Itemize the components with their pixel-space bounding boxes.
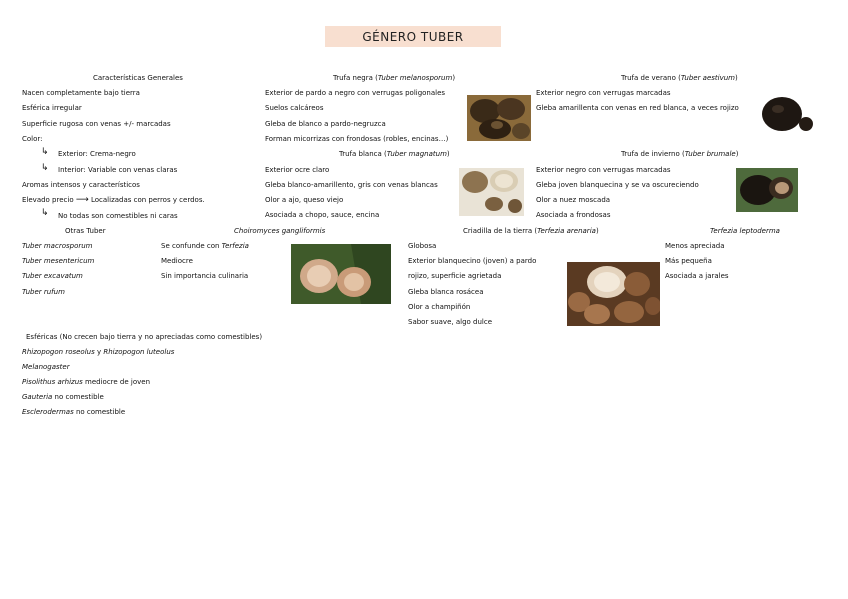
- invierno-line: Exterior negro con verrugas marcadas: [536, 166, 671, 174]
- negra-heading-species: Tuber melanosporum: [377, 74, 453, 82]
- blanca-heading-pre: Trufa blanca (: [339, 150, 387, 158]
- criadilla-heading-pre: Criadilla de la tierra (: [463, 227, 538, 235]
- leptoderma-line: Menos apreciada: [665, 242, 725, 250]
- criadilla-heading: [463, 227, 599, 236]
- precio-text: Elevado precio: [22, 196, 74, 204]
- verano-heading-pre: Trufa de verano (: [621, 74, 681, 82]
- choiromyces-line: [161, 242, 249, 251]
- otras-species-name: Tuber mesentericum: [22, 257, 95, 265]
- color-item: Interior: Variable con venas claras: [58, 166, 178, 174]
- precio-line: [22, 196, 205, 205]
- pointing-hand-icon: ↳: [41, 208, 49, 218]
- verano-heading-species: Tuber aestivum: [680, 74, 736, 82]
- esfericas-species: Melanogaster: [22, 363, 70, 371]
- otras-species-name: Tuber macrosporum: [22, 242, 93, 250]
- esfericas-note: no comestible: [52, 393, 104, 401]
- page-title-text: GÉNERO TUBER: [362, 29, 464, 44]
- choiromyces-heading: [234, 227, 325, 236]
- invierno-heading-species: Tuber brumale: [684, 150, 736, 158]
- localizadas-text: Localizadas con perros y cerdos.: [90, 196, 205, 204]
- choiromyces-photo: [291, 244, 391, 304]
- otras-species-name: Tuber rufum: [22, 288, 65, 296]
- generales-line: Nacen completamente bajo tierra: [22, 89, 140, 97]
- pointing-hand-icon: ↳: [41, 147, 49, 157]
- leptoderma-heading-text: Terfezia leptoderma: [710, 227, 780, 235]
- esfericas-item: [22, 363, 70, 372]
- choiromyces-line: Sin importancia culinaria: [161, 272, 249, 280]
- invierno-line: Olor a nuez moscada: [536, 196, 611, 204]
- choiromyces-heading-text: Choiromyces gangliformis: [234, 227, 326, 235]
- esfericas-connector: y: [94, 348, 104, 356]
- right-arrow-icon: ⟶: [75, 195, 89, 205]
- negra-line: Exterior de pardo a negro con verrugas poligonales: [265, 89, 446, 97]
- esfericas-item: [22, 348, 174, 357]
- otras-heading: Otras Tuber: [65, 227, 106, 235]
- blanca-heading: [339, 150, 450, 159]
- negra-heading-post: ): [452, 74, 456, 82]
- blanca-heading-post: ): [446, 150, 450, 158]
- criadilla-heading-post: ): [595, 227, 599, 235]
- verano-line: Exterior negro con verrugas marcadas: [536, 89, 671, 97]
- otras-species: [22, 272, 83, 281]
- leptoderma-line: Más pequeña: [665, 257, 712, 265]
- esfericas-note: mediocre de joven: [82, 378, 151, 386]
- aromas-line: Aromas intensos y característicos: [22, 181, 140, 189]
- invierno-line: Gleba joven blanquecina y se va oscureciendo: [536, 181, 699, 189]
- negra-line: Suelos calcáreos: [265, 104, 324, 112]
- invierno-line: Asociada a frondosas: [536, 211, 611, 219]
- esfericas-species: Gauteria: [22, 393, 53, 401]
- no-todas-line: No todas son comestibles ni caras: [58, 212, 178, 220]
- negra-line: Gleba de blanco a pardo-negruzca: [265, 120, 386, 128]
- esfericas-species: Rhizopogon luteolus: [103, 348, 175, 356]
- esfericas-species: Esclerodermas: [22, 408, 74, 416]
- otras-species-name: Tuber excavatum: [22, 272, 83, 280]
- generales-line: Color:: [22, 135, 43, 143]
- choiromyces-line: Mediocre: [161, 257, 193, 265]
- leptoderma-line: Asociada a jarales: [665, 272, 729, 280]
- leptoderma-heading: [710, 227, 780, 236]
- blanca-heading-species: Tuber magnatum: [386, 150, 447, 158]
- trufa-blanca-photo: [459, 168, 524, 216]
- esfericas-heading: Esféricas (No crecen bajo tierra y no apreciadas como comestibles): [26, 333, 263, 341]
- criadilla-line: Globosa: [408, 242, 437, 250]
- page-title: [325, 26, 501, 47]
- pointing-hand-icon: ↳: [41, 163, 49, 173]
- esfericas-item: [22, 408, 125, 417]
- invierno-heading-post: ): [735, 150, 739, 158]
- esfericas-species: Rhizopogon roseolus: [22, 348, 95, 356]
- trufa-invierno-photo: [736, 168, 798, 212]
- criadilla-photo: [567, 262, 660, 326]
- otras-species: [22, 242, 93, 251]
- otras-species: [22, 288, 65, 297]
- criadilla-line: Gleba blanca rosácea: [408, 288, 484, 296]
- esfericas-species: Pisolithus arhizus: [22, 378, 83, 386]
- choiromyces-line1-species: Terfezia: [221, 242, 249, 250]
- negra-heading-pre: Trufa negra (: [333, 74, 378, 82]
- blanca-line: Olor a ajo, queso viejo: [265, 196, 344, 204]
- criadilla-line: Olor a champiñón: [408, 303, 471, 311]
- color-item: Exterior: Crema-negro: [58, 150, 136, 158]
- verano-line: Gleba amarillenta con venas en red blanca, a veces rojizo: [536, 104, 739, 112]
- criadilla-line: rojizo, superficie agrietada: [408, 272, 502, 280]
- verano-heading: [621, 74, 738, 83]
- esfericas-note: no comestible: [73, 408, 126, 416]
- verano-heading-post: ): [735, 74, 738, 82]
- blanca-line: Gleba blanco-amarillento, gris con venas blancas: [265, 181, 438, 189]
- blanca-line: Exterior ocre claro: [265, 166, 330, 174]
- generales-line: Superficie rugosa con venas +/- marcadas: [22, 120, 171, 128]
- criadilla-heading-species: Terfezia arenaria: [537, 227, 596, 235]
- negra-heading: [333, 74, 455, 83]
- criadilla-line: Exterior blanquecino (joven) a pardo: [408, 257, 537, 265]
- choiromyces-line1-pre: Se confunde con: [161, 242, 222, 250]
- esfericas-item: [22, 378, 150, 387]
- criadilla-line: Sabor suave, algo dulce: [408, 318, 492, 326]
- invierno-heading-pre: Trufa de invierno (: [621, 150, 685, 158]
- blanca-line: Asociada a chopo, sauce, encina: [265, 211, 380, 219]
- trufa-verano-photo: [760, 95, 814, 133]
- otras-species: [22, 257, 94, 266]
- trufa-negra-photo: [467, 95, 531, 141]
- esfericas-item: [22, 393, 104, 402]
- negra-line: Forman micorrizas con frondosas (robles, encinas…): [265, 135, 449, 143]
- generales-heading: Características Generales: [93, 74, 183, 82]
- generales-line: Esférica irregular: [22, 104, 82, 112]
- invierno-heading: [621, 150, 738, 159]
